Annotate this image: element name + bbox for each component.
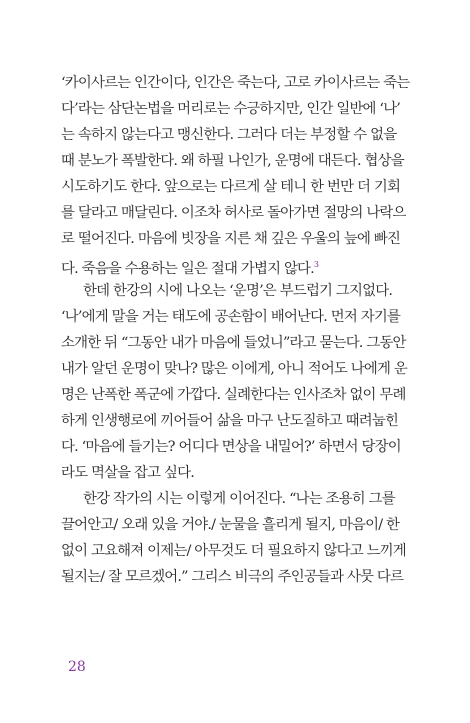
text-line: 소개한 뒤 “그동안 내가 마음에 들었니”라고 묻는다. 그동안 [61,335,406,351]
text-line: 끌어안고/ 오래 있을 거야./ 눈물을 흘리게 될지, 마음이/ 한 [61,517,400,533]
text-line: 로 떨어진다. 마음에 빗장을 지른 채 깊은 우울의 늪에 빠진 [61,231,401,247]
text-line: 다’라는 삼단논법을 머리로는 수긍하지만, 인간 일반에 ‘나’ [61,101,401,117]
text-line: 를 달라고 매달린다. 이조차 허사로 돌아가면 절망의 나락으 [61,205,406,221]
text-line: 명은 난폭한 폭군에 가깝다. 실례한다는 인사조차 없이 무례 [61,387,406,403]
text-line: 시도하기도 한다. 앞으로는 다르게 살 테니 한 번만 더 기회 [61,179,401,195]
paragraph-start: 한강 작가의 시는 이렇게 이어진다. “나는 조용히 그를 [83,491,395,507]
text-line: 하게 인생행로에 끼어들어 삶을 마구 난도질하고 때려눕힌 [61,413,399,429]
text-line: 때 분노가 폭발한다. 왜 하필 나인가, 운명에 대든다. 협상을 [61,153,404,169]
text-line-with-footnote [61,252,411,278]
text-line: 없이 고요해져 이제는/ 아무것도 더 필요하지 않다고 느끼게 [61,543,406,559]
text-line: 다. 죽음을 수용하는 일은 절대 가볍지 않다. [61,261,314,277]
page-number: 28 [68,659,86,675]
text-line: ‘나’에게 말을 거는 태도에 공손함이 배어난다. 먼저 자기를 [61,309,401,325]
body-text [61,70,411,590]
footnote-marker[interactable]: 3 [313,260,320,269]
text-line: 내가 알던 운명이 맞나? 많은 이에게, 아니 적어도 나에게 운 [61,361,407,377]
text-line: ‘카이사르는 인간이다, 인간은 죽는다, 고로 카이사르는 죽는 [61,75,410,91]
text-line: 다. ‘마음에 들기는? 어디다 면상을 내밀어?’ 하면서 당장이 [61,439,401,455]
text-line: 라도 멱살을 잡고 싶다. [61,465,195,481]
paragraph-start: 한데 한강의 시에 나오는 ‘운명’은 부드럽기 그지없다. [83,283,393,299]
text-line: 는 속하지 않는다고 맹신한다. 그러다 더는 부정할 수 없을 [61,127,397,143]
text-line: 될지는/ 잘 모르겠어.” 그리스 비극의 주인공들과 사뭇 다르 [61,569,404,585]
